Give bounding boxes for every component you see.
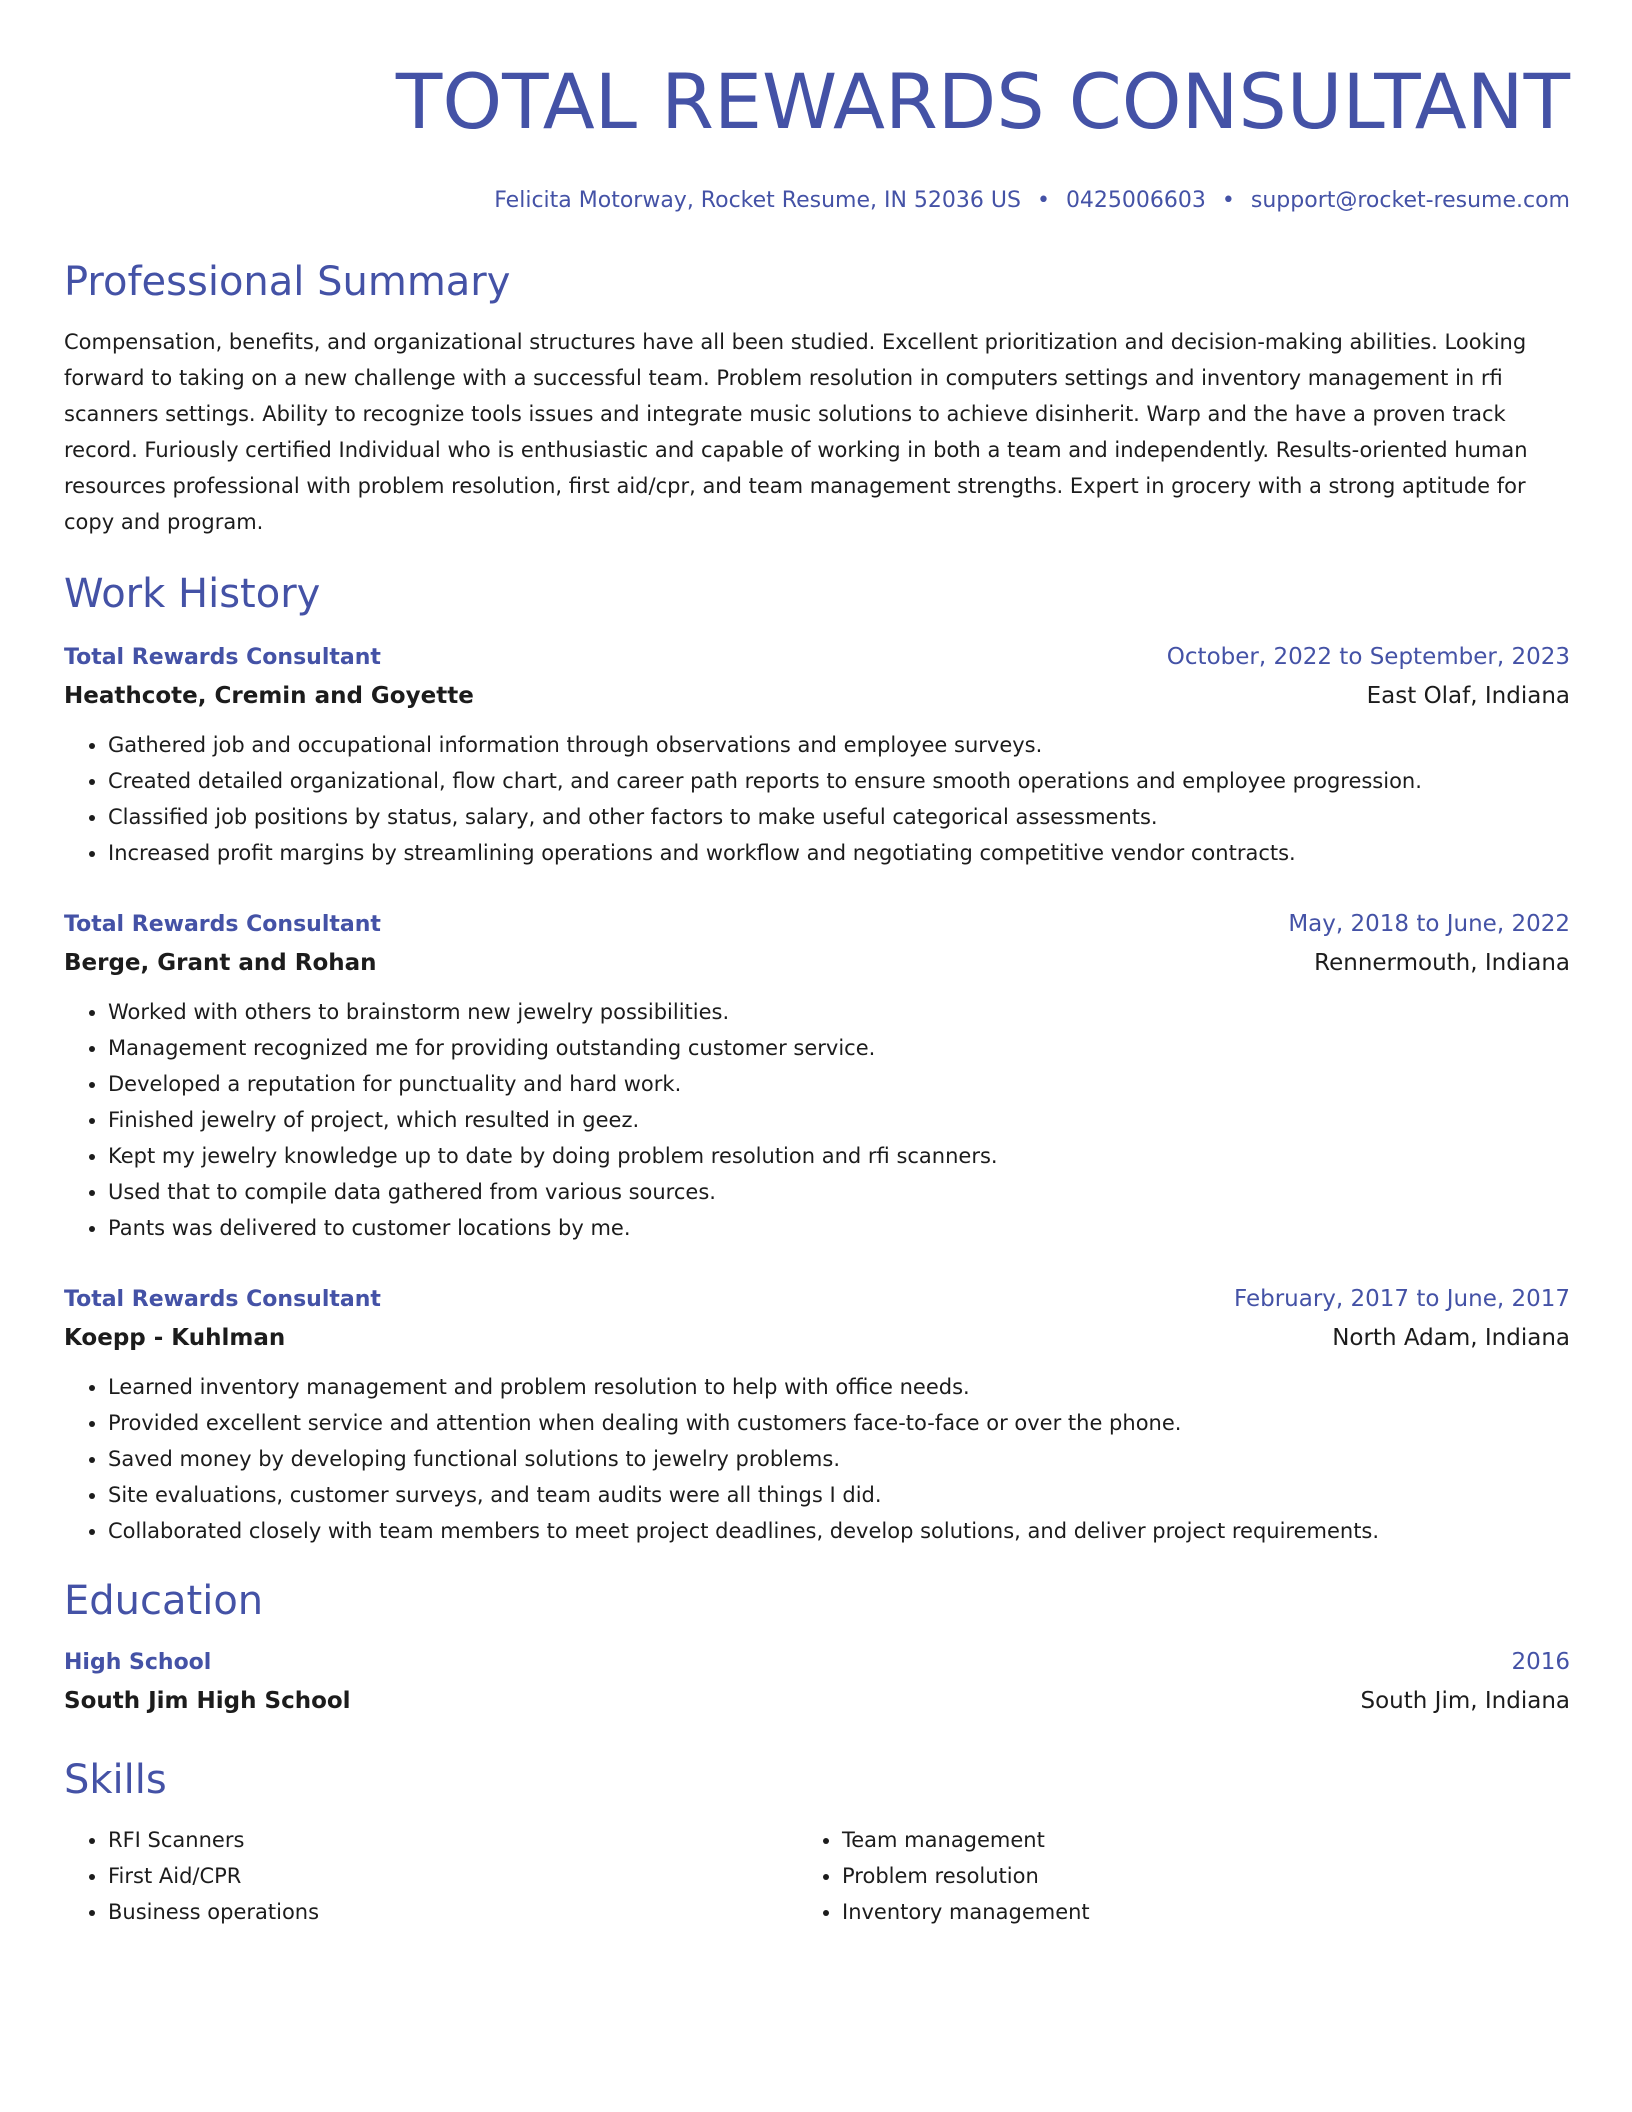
job-company-row	[64, 944, 1570, 982]
job-dates: May, 2018 to June, 2022	[1288, 911, 1570, 937]
job-bullets	[64, 994, 1570, 1246]
job-location: North Adam, Indiana	[1332, 1325, 1570, 1351]
resume-header	[64, 0, 1570, 216]
job-bullet: • Used that to compile data gathered from various sources.	[108, 1174, 1570, 1210]
summary-heading: Professional Summary	[64, 259, 511, 305]
job-bullet: • Site evaluations, customer surveys, and team audits were all things I did.	[108, 1477, 1570, 1513]
job-company: Koepp - Kuhlman	[64, 1325, 286, 1351]
job-bullet: • Gathered job and occupational information through observations and employee surveys.	[108, 727, 1570, 763]
job-bullet: • Saved money by developing functional solutions to jewelry problems.	[108, 1441, 1570, 1477]
job-dates: October, 2022 to September, 2023	[1166, 644, 1570, 670]
education-entry	[64, 1643, 1570, 1720]
job-bullet: • Increased profit margins by streamlining operations and workflow and negotiating competitive vendor contracts.	[108, 835, 1570, 871]
job-company-row	[64, 677, 1570, 715]
skills-grid	[64, 1822, 1570, 1930]
job-company: Berge, Grant and Rohan	[64, 950, 377, 976]
job-title-row	[64, 1280, 1570, 1319]
job-company: Heathcote, Cremin and Goyette	[64, 683, 474, 709]
skill-item: • Business operations	[108, 1894, 798, 1930]
job-title: Total Rewards Consultant	[64, 912, 381, 937]
education-school: South Jim High School	[64, 1688, 351, 1714]
skill-item: • Problem resolution	[842, 1858, 1532, 1894]
job-bullet: • Collaborated closely with team members to meet project deadlines, develop solutions, and deliver project requirements.	[108, 1513, 1570, 1549]
job-title: Total Rewards Consultant	[64, 1287, 381, 1312]
job-title-row	[64, 638, 1570, 677]
job-location: Rennermouth, Indiana	[1314, 950, 1570, 976]
summary-text: Compensation, benefits, and organizational structures have all been studied. Excellent prioritization and decision-making abilities. Looking forward to taking on a new challenge with a successful team. Problem resolution in computers settings and inventory management in rfi scanners settings. Ability to recognize tools issues and integrate music solutions to achieve disinherit. Warp and the have a proven track record. Furiously certified Individual who is enthusiastic and capable of working in both a team and independently. Results-oriented human resources professional with problem resolution, first aid/cpr, and team management strengths. Expert in grocery with a strong aptitude for copy and program.	[64, 330, 1528, 534]
job-bullet: • Management recognized me for providing outstanding customer service.	[108, 1030, 1570, 1066]
job-title: Total Rewards Consultant	[64, 645, 381, 670]
work-history-heading: Work History	[64, 571, 321, 617]
job-company-row	[64, 1319, 1570, 1357]
job-title-row	[64, 905, 1570, 944]
skills-section	[64, 1754, 1570, 1930]
job-bullet: • Developed a reputation for punctuality and hard work.	[108, 1066, 1570, 1102]
education-heading: Education	[64, 1578, 264, 1624]
skills-column-left	[64, 1822, 798, 1930]
education-degree: High School	[64, 1650, 212, 1675]
summary-section	[64, 256, 1570, 540]
job-bullet: • Provided excellent service and attention when dealing with customers face-to-face or over the phone.	[108, 1405, 1570, 1441]
job-bullet: • Finished jewelry of project, which resulted in geez.	[108, 1102, 1570, 1138]
skills-heading: Skills	[64, 1757, 167, 1803]
skill-item: • Team management	[842, 1822, 1532, 1858]
contact-line	[64, 186, 1570, 216]
skill-item: • First Aid/CPR	[108, 1858, 798, 1894]
contact-email: support@rocket-resume.com	[1250, 188, 1570, 213]
contact-separator: •	[1221, 188, 1235, 213]
education-location: South Jim, Indiana	[1360, 1688, 1570, 1714]
education-degree-row	[64, 1643, 1570, 1682]
job-bullets	[64, 1369, 1570, 1549]
job-bullet: • Worked with others to brainstorm new jewelry possibilities.	[108, 994, 1570, 1030]
job-entry	[64, 905, 1570, 1246]
job-bullet: • Created detailed organizational, flow chart, and career path reports to ensure smooth operations and employee progression.	[108, 763, 1570, 799]
education-section	[64, 1575, 1570, 1720]
work-history-section	[64, 568, 1570, 1549]
contact-phone: 0425006603	[1065, 188, 1206, 213]
job-dates: February, 2017 to June, 2017	[1233, 1286, 1570, 1312]
education-school-row	[64, 1682, 1570, 1720]
job-entry	[64, 1280, 1570, 1549]
skills-column-right	[798, 1822, 1532, 1930]
job-location: East Olaf, Indiana	[1366, 683, 1570, 709]
contact-separator: •	[1036, 188, 1050, 213]
skill-item: • RFI Scanners	[108, 1822, 798, 1858]
job-bullet: • Pants was delivered to customer locations by me.	[108, 1210, 1570, 1246]
skill-item: • Inventory management	[842, 1894, 1532, 1930]
contact-address: Felicita Motorway, Rocket Resume, IN 52036 US	[494, 188, 1021, 213]
job-bullet: • Kept my jewelry knowledge up to date by doing problem resolution and rfi scanners.	[108, 1138, 1570, 1174]
job-bullet: • Classified job positions by status, salary, and other factors to make useful categorical assessments.	[108, 799, 1570, 835]
job-entry	[64, 638, 1570, 871]
job-bullet: • Learned inventory management and problem resolution to help with office needs.	[108, 1369, 1570, 1405]
job-bullets	[64, 727, 1570, 871]
education-year: 2016	[1511, 1649, 1570, 1675]
candidate-name: TOTAL REWARDS CONSULTANT	[395, 57, 1570, 146]
